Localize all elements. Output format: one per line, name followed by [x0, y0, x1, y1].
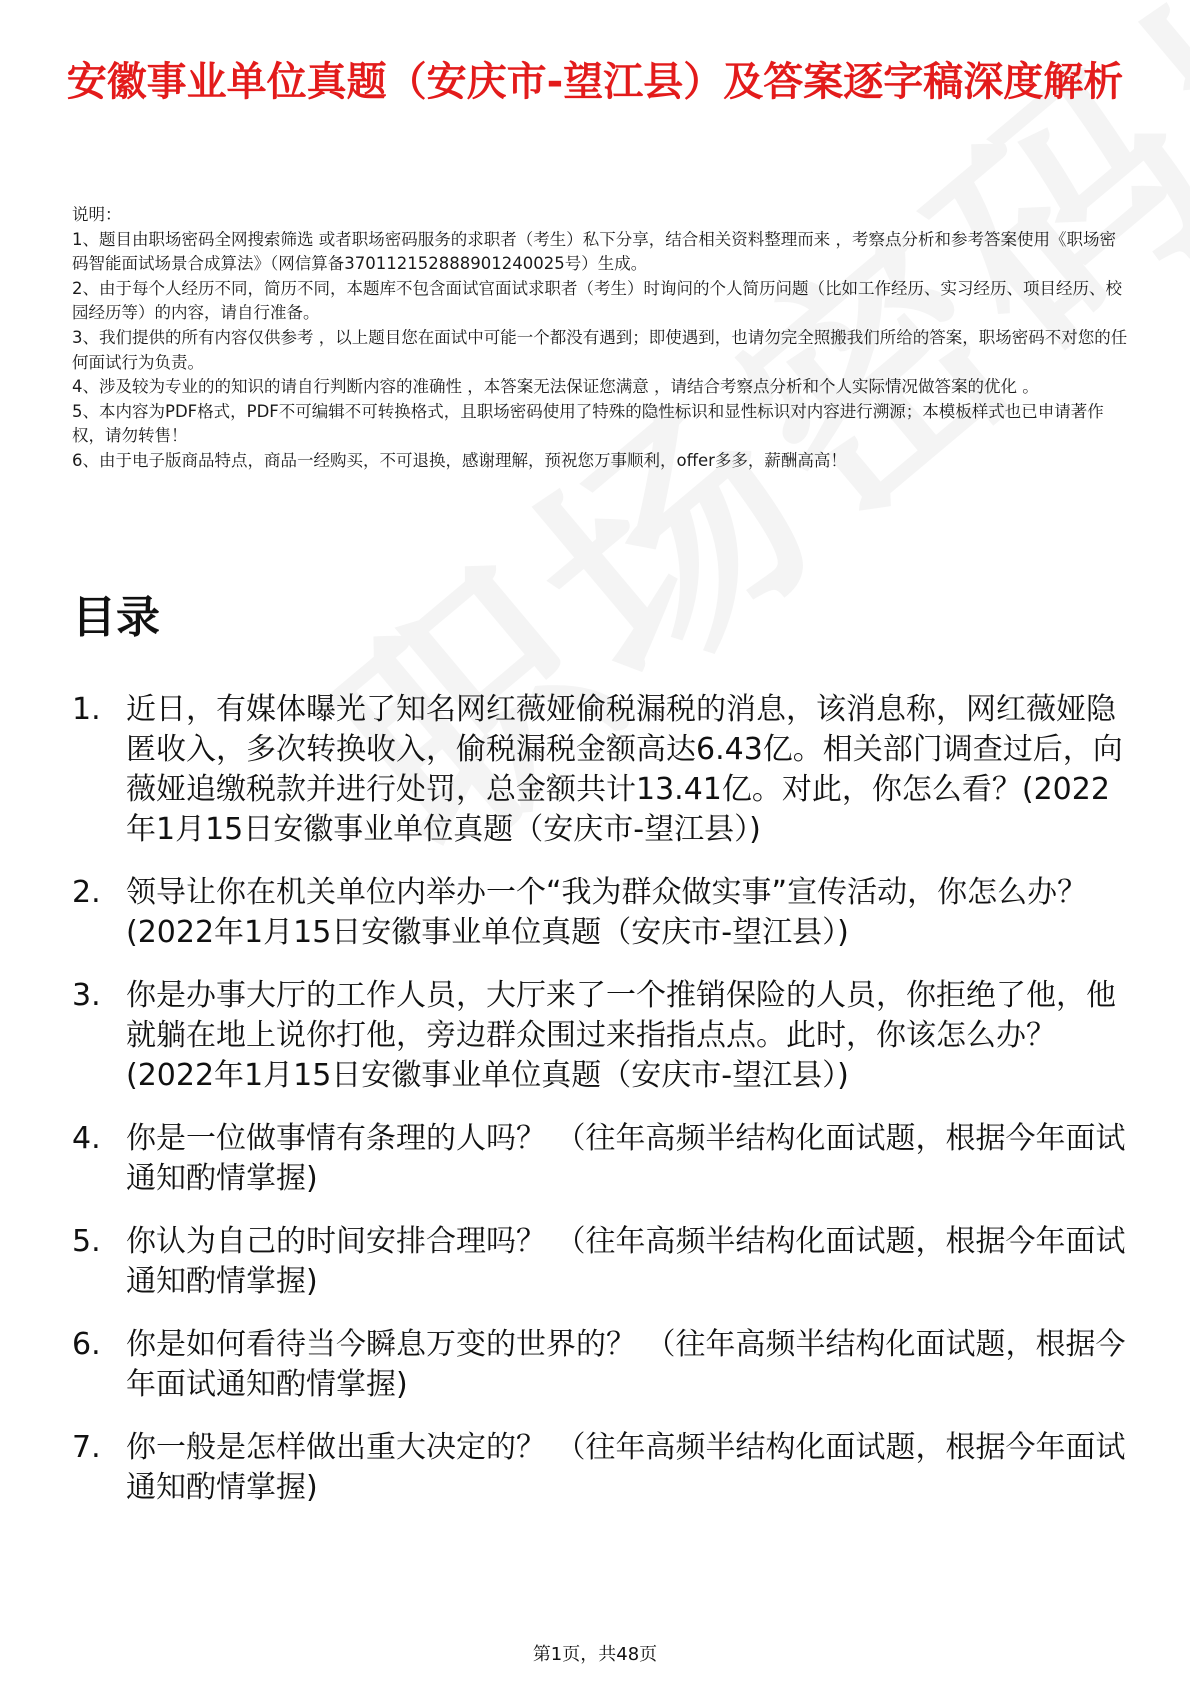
toc-item[interactable] [72, 1222, 1132, 1302]
toc-heading: 目录 [72, 592, 160, 643]
toc-item-text[interactable]: 你是如何看待当今瞬息万变的世界的？ （往年高频半结构化面试题，根据今年面试通知酌情掌握) [126, 1327, 1126, 1402]
table-of-contents [72, 690, 1132, 1531]
toc-item[interactable] [72, 690, 1132, 850]
toc-item-text[interactable]: 你一般是怎样做出重大决定的？ （往年高频半结构化面试题，根据今年面试通知酌情掌握) [126, 1430, 1126, 1505]
note-line: 说明： [72, 205, 122, 224]
note-line: 1、题目由职场密码全网搜索筛选 或者职场密码服务的求职者（考生）私下分享，结合相关资料整理而来 ，考察点分析和参考答案使用《职场密码智能面试场景合成算法》（网信算备370112152888901240025号）生成。 [72, 229, 1116, 274]
toc-item-number: 2. [72, 875, 101, 910]
note-line: 2、由于每个人经历不同，简历不同，本题库不包含面试官面试求职者（考生）时询问的个人简历问题（比如工作经历、实习经历、项目经历、校园经历等）的内容，请自行准备。 [72, 278, 1122, 323]
note-line: 3、我们提供的所有内容仅供参考 ，以上题目您在面试中可能一个都没有遇到；即使遇到，也请勿完全照搬我们所给的答案，职场密码不对您的任何面试行为负责。 [72, 327, 1128, 372]
toc-item[interactable] [72, 1428, 1132, 1508]
toc-item-text[interactable]: 你认为自己的时间安排合理吗？ （往年高频半结构化面试题，根据今年面试通知酌情掌握) [126, 1224, 1126, 1299]
toc-item-text[interactable]: 领导让你在机关单位内举办一个“我为群众做实事”宣传活动，你怎么办？(2022年1月15日安徽事业单位真题（安庆市-望江县）) [126, 875, 1088, 950]
toc-item-number: 5. [72, 1224, 101, 1259]
toc-item-number: 7. [72, 1430, 101, 1465]
toc-item[interactable] [72, 1119, 1132, 1199]
toc-item[interactable] [72, 976, 1132, 1096]
note-line: 4、涉及较为专业的的知识的请自行判断内容的准确性 ，本答案无法保证您满意 ，请结合考察点分析和个人实际情况做答案的优化 。 [72, 377, 1039, 397]
toc-item[interactable] [72, 873, 1132, 953]
toc-item-number: 1. [72, 692, 101, 727]
document-title: 安徽事业单位真题（安庆市-望江县）及答案逐字稿深度解析 [66, 59, 1124, 105]
toc-item-text[interactable]: 近日，有媒体曝光了知名网红薇娅偷税漏税的消息，该消息称，网红薇娅隐匿收入，多次转换收入，偷税漏税金额高达6.43亿。相关部门调查过后，向薇娅追缴税款并进行处罚，总金额共计13.41亿。对此，你怎么看？(2022年1月15日安徽事业单位真题（安庆市-望江县）) [126, 692, 1123, 847]
toc-item[interactable] [72, 1325, 1132, 1405]
toc-item-text[interactable]: 你是办事大厅的工作人员，大厅来了一个推销保险的人员，你拒绝了他，他就躺在地上说你打他，旁边群众围过来指指点点。此时，你该怎么办？(2022年1月15日安徽事业单位真题（安庆市-望江县）) [126, 978, 1116, 1093]
toc-item-number: 6. [72, 1327, 101, 1362]
toc-item-number: 4. [72, 1121, 101, 1156]
toc-item-number: 3. [72, 978, 101, 1013]
page-footer: 第1页，共48页 [532, 1644, 658, 1665]
instructions-block [72, 203, 1132, 474]
note-line: 5、本内容为PDF格式，PDF不可编辑不可转换格式，且职场密码使用了特殊的隐性标识和显性标识对内容进行溯源；本模板样式也已申请著作权，请勿转售！ [72, 401, 1104, 446]
toc-item-text[interactable]: 你是一位做事情有条理的人吗？ （往年高频半结构化面试题，根据今年面试通知酌情掌握) [126, 1121, 1126, 1196]
note-line: 6、由于电子版商品特点，商品一经购买，不可退换，感谢理解，预祝您万事顺利，offer多多，薪酬高高！ [72, 450, 847, 470]
